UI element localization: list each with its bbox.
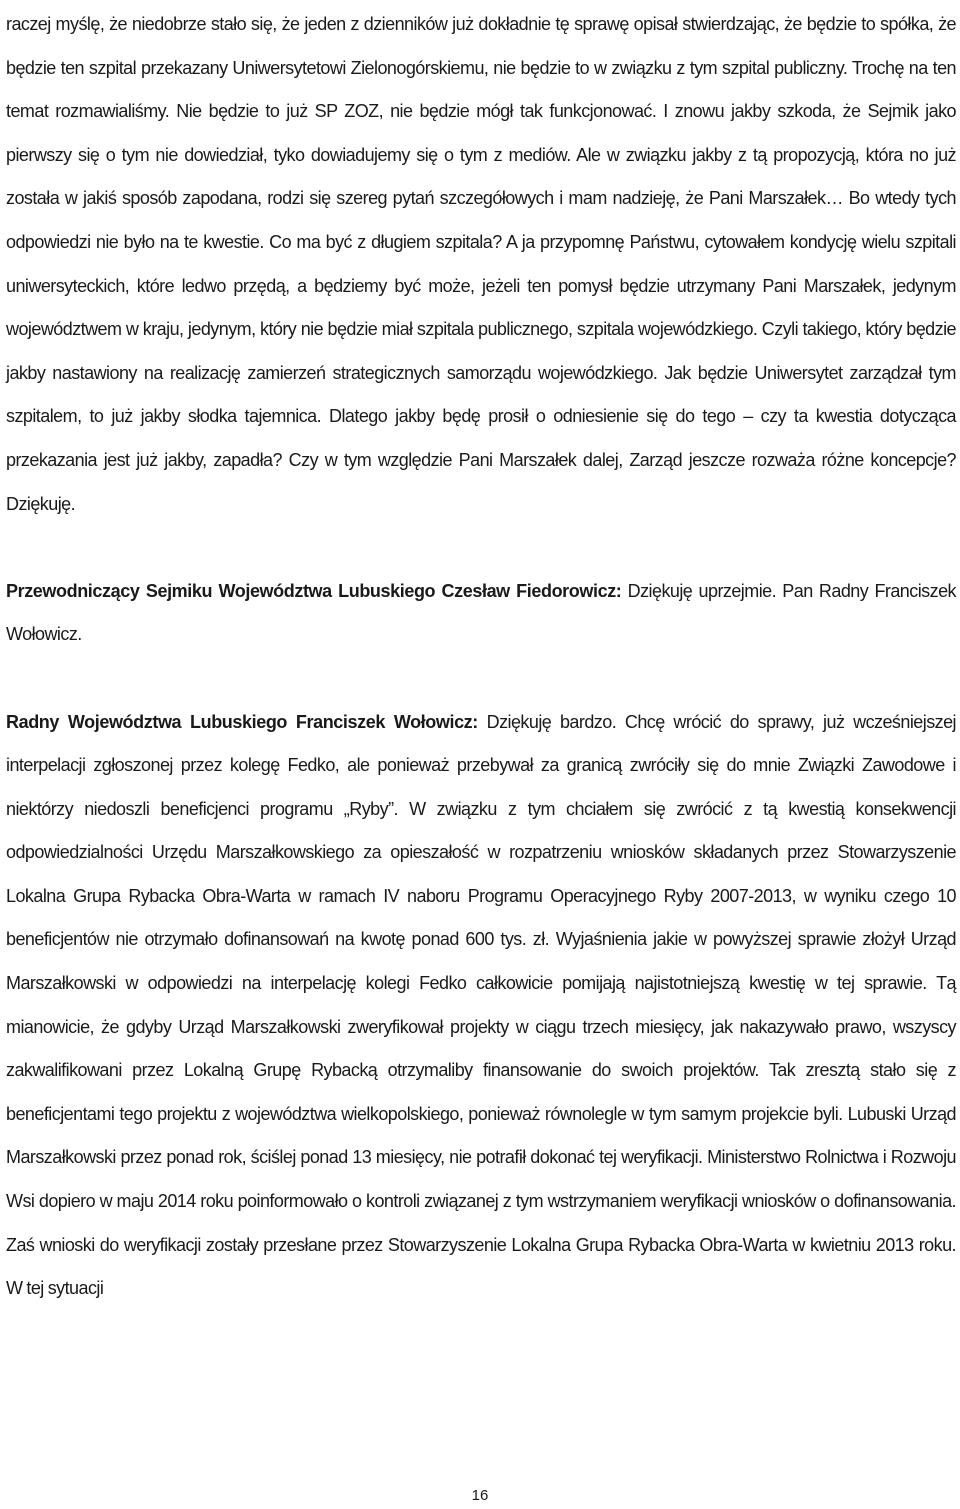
- paragraph-chairman: [6, 570, 956, 657]
- speaker-name: Przewodniczący Sejmiku Województwa Lubuskiego Czesław Fiedorowicz:: [6, 580, 622, 601]
- paragraph-councillor: [6, 701, 956, 1311]
- paragraph-gap: [6, 657, 956, 701]
- paragraph-text: Dziękuję bardzo. Chcę wrócić do sprawy, już wcześniejszej interpelacji zgłoszonej przez kolegę Fedko, ale ponieważ przebywał za granicą zwróciły się do mnie Związki Zawodowe i niektórzy niedoszli beneficjenci programu „Ryby”. W związku z tym chciałem się zwrócić z tą kwestią konsekwencji odpowiedzialności Urzędu Marszałkowskiego za opieszałość w rozpatrzeniu wniosków składanych przez Stowarzyszenie Lokalna Grupa Rybacka Obra-Warta w ramach IV naboru Programu Operacyjnego Ryby 2007-2013, w wyniku czego 10 beneficjentów nie otrzymało dofinansowań na kwotę ponad 600 tys. zł. Wyjaśnienia jakie w powyższej sprawie złożył Urząd Marszałkowski w odpowiedzi na interpelację kolegi Fedko całkowicie pomijają najistotniejszą kwestię w tej sprawie. Tą mianowicie, że gdyby Urząd Marszałkowski zweryfikował projekty w ciągu trzech miesięcy, jak nakazywało prawo, wszyscy zakwalifikowani przez Lokalną Grupę Rybacką otrzymaliby finansowanie do swoich projektów. Tak zresztą stało się z beneficjentami tego projektu z województwa wielkopolskiego, ponieważ równolegle w tym samym projekcie byli. Lubuski Urząd Marszałkowski przez ponad rok, ściślej ponad 13 miesięcy, nie potrafił dokonać tej weryfikacji. Ministerstwo Rolnictwa i Rozwoju Wsi dopiero w maju 2014 roku poinformowało o kontroli związanej z tym wstrzymaniem weryfikacji wniosków o dofinansowania. Zaś wnioski do weryfikacji zostały przesłane przez Stowarzyszenie Lokalna Grupa Rybacka Obra-Warta w kwietniu 2013 roku. W tej sytuacji: [6, 711, 957, 1299]
- paragraph-text: raczej myślę, że niedobrze stało się, że jeden z dzienników już dokładnie tę sprawę opisał stwierdzając, że będzie to spółka, że będzie ten szpital przekazany Uniwersytetowi Zielonogórskiemu, nie będzie to w związku z tym szpital publiczny. Trochę na ten temat rozmawialiśmy. Nie będzie to już SP ZOZ, nie będzie mógł tak funkcjonować. I znowu jakby szkoda, że Sejmik jako pierwszy się o tym nie dowiedział, tyko dowiadujemy się o tym z mediów. Ale w związku jakby z tą propozycją, która no już została w jakiś sposób zapodana, rodzi się szereg pytań szczegółowych i mam nadzieję, że Pani Marszałek… Bo wtedy tych odpowiedzi nie było na te kwestie. Co ma być z długiem szpitala? A ja przypomnę Państwu, cytowałem kondycję wielu szpitali uniwersyteckich, które ledwo przędą, a będziemy być może, jeżeli ten pomysł będzie utrzymany Pani Marszałek, jedynym województwem w kraju, jedynym, który nie będzie miał szpitala publicznego, szpitala wojewódzkiego. Czyli takiego, który będzie jakby nastawiony na realizację zamierzeń strategicznych samorządu wojewódzkiego. Jak będzie Uniwersytet zarządzał tym szpitalem, to już jakby słodka tajemnica. Dlatego jakby będę prosił o odniesienie się do tego – czy ta kwestia dotycząca przekazania jest już jakby, zapadła? Czy w tym względzie Pani Marszałek dalej, Zarząd jeszcze rozważa różne koncepcje? Dziękuję.: [6, 14, 956, 514]
- document-page: [6, 0, 956, 1311]
- page-number: 16: [471, 1487, 489, 1504]
- speaker-name: Radny Województwa Lubuskiego Franciszek Wołowicz:: [6, 711, 478, 732]
- paragraph-gap: [6, 526, 956, 570]
- paragraph-speech-continuation: [6, 0, 956, 526]
- paragraph-text: Dziękuję uprzejmie. Pan Radny Franciszek Wołowicz.: [6, 580, 956, 645]
